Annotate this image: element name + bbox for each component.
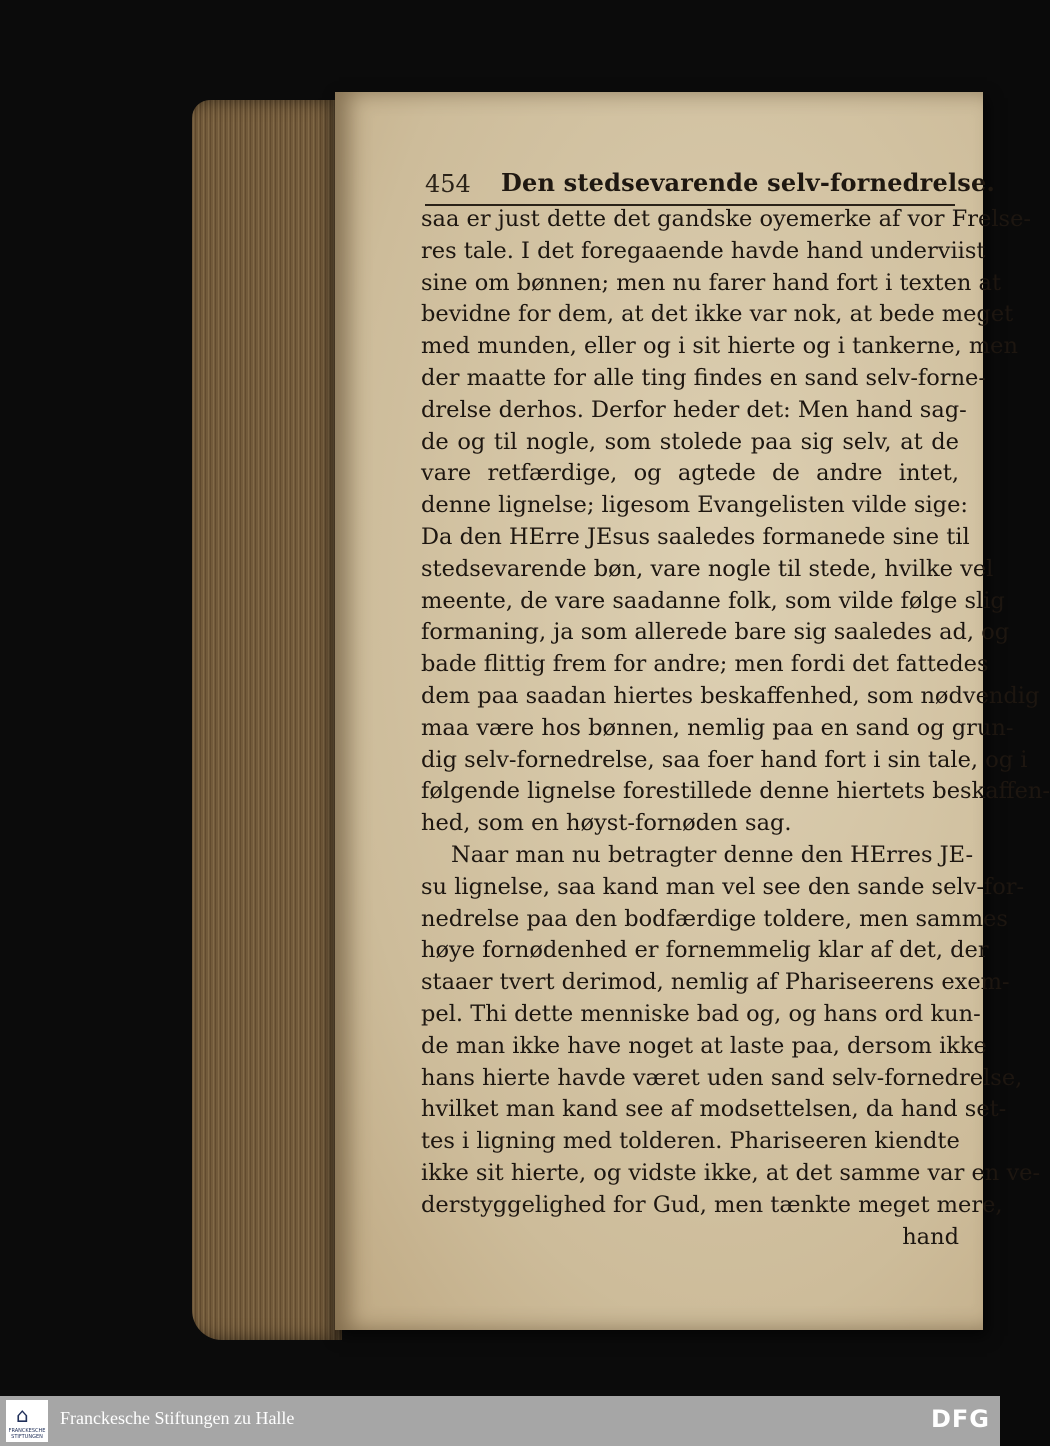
body-text [421, 204, 1050, 1253]
text-line: nedrelse paa den bodfærdige toldere, men sammes [421, 905, 1008, 932]
text-line: meente, de vare saadanne folk, som vilde følge slig [421, 587, 1005, 614]
text-line: pel. Thi dette menniske bad og, og hans ord kun- [421, 1000, 981, 1027]
page-number: 454 [425, 170, 471, 198]
text-line: Naar man nu betragter denne den HErres JE- [451, 841, 974, 868]
text-line: høye fornødenhed er fornemmelig klar af det, der [421, 937, 989, 964]
text-line: dem paa saadan hiertes beskaffenhed, som nødvendig [421, 682, 1040, 709]
book-page [335, 92, 1050, 1330]
text-line: bevidne for dem, at det ikke var nok, at bede meget [421, 301, 1014, 328]
text-line: de og til nogle, som stolede paa sig selv, at de [421, 428, 959, 455]
text-line: derstyggelighed for Gud, men tænkte meget mere, [421, 1191, 1003, 1218]
footer-bar [0, 1396, 1000, 1446]
text-line: saa er just dette det gandske oyemerke af vor Frelse- [421, 206, 1031, 232]
text-line: ikke sit hierte, og vidste ikke, at det samme var en ve- [421, 1159, 1041, 1186]
page-header [425, 164, 996, 206]
text-line: med munden, eller og i sit hierte og i tankerne, men [421, 333, 1018, 360]
house-emblem-icon: ⌂ [16, 1403, 29, 1427]
institution-name[interactable]: Franckesche Stiftungen zu Halle [60, 1408, 295, 1428]
text-line: der maatte for alle ting findes en sand selv-forne- [421, 364, 986, 391]
text-line: formaning, ja som allerede bare sig saaledes ad, og [421, 619, 1010, 646]
text-line: stedsevarende bøn, vare nogle til stede, hvilke vel [421, 555, 994, 582]
text-line: denne lignelse; ligesom Evangelisten vilde sige: [421, 492, 968, 519]
institution-logo[interactable] [6, 1400, 48, 1442]
running-title: Den stedsevarende selv-fornedrelse. [501, 168, 996, 197]
text-line: su lignelse, saa kand man vel see den sande selv-for- [421, 873, 1025, 900]
dfg-logo[interactable]: DFG [930, 1405, 990, 1433]
logo-text: FRANCKESCHE STIFTUNGEN [8, 1428, 46, 1440]
text-line: hans hierte havde været uden sand selv-fornedrelse, [421, 1064, 1023, 1091]
text-line: dig selv-fornedrelse, saa foer hand fort i sin tale, og i [421, 746, 1028, 773]
text-line: drelse derhos. Derfor heder det: Men hand sag- [421, 396, 967, 423]
text-line: res tale. I det foregaaende havde hand underviist [421, 237, 986, 264]
text-line: de man ikke have noget at laste paa, dersom ikke [421, 1032, 987, 1059]
text-line: bade flittig frem for andre; men fordi det fattedes [421, 651, 989, 678]
text-line: hed, som en høyst-fornøden sag. [421, 810, 792, 837]
text-line: maa være hos bønnen, nemlig paa en sand og grun- [421, 714, 1014, 741]
text-line: følgende lignelse forestillede denne hiertets beskaffen- [421, 778, 1050, 805]
text-line: tes i ligning med tolderen. Phariseeren kiendte [421, 1128, 960, 1155]
text-line: Da den HErre JEsus saaledes formanede sine til [421, 523, 970, 550]
book-fore-edge [192, 100, 342, 1340]
catchword: hand [902, 1223, 959, 1250]
text-line: vare retfærdige, og agtede de andre intet, [421, 460, 959, 487]
text-line: hvilket man kand see af modsettelsen, da hand set- [421, 1096, 1007, 1123]
text-line: sine om bønnen; men nu farer hand fort i texten at [421, 269, 1001, 296]
text-line: staaer tvert derimod, nemlig af Phariseerens exem- [421, 969, 1010, 996]
